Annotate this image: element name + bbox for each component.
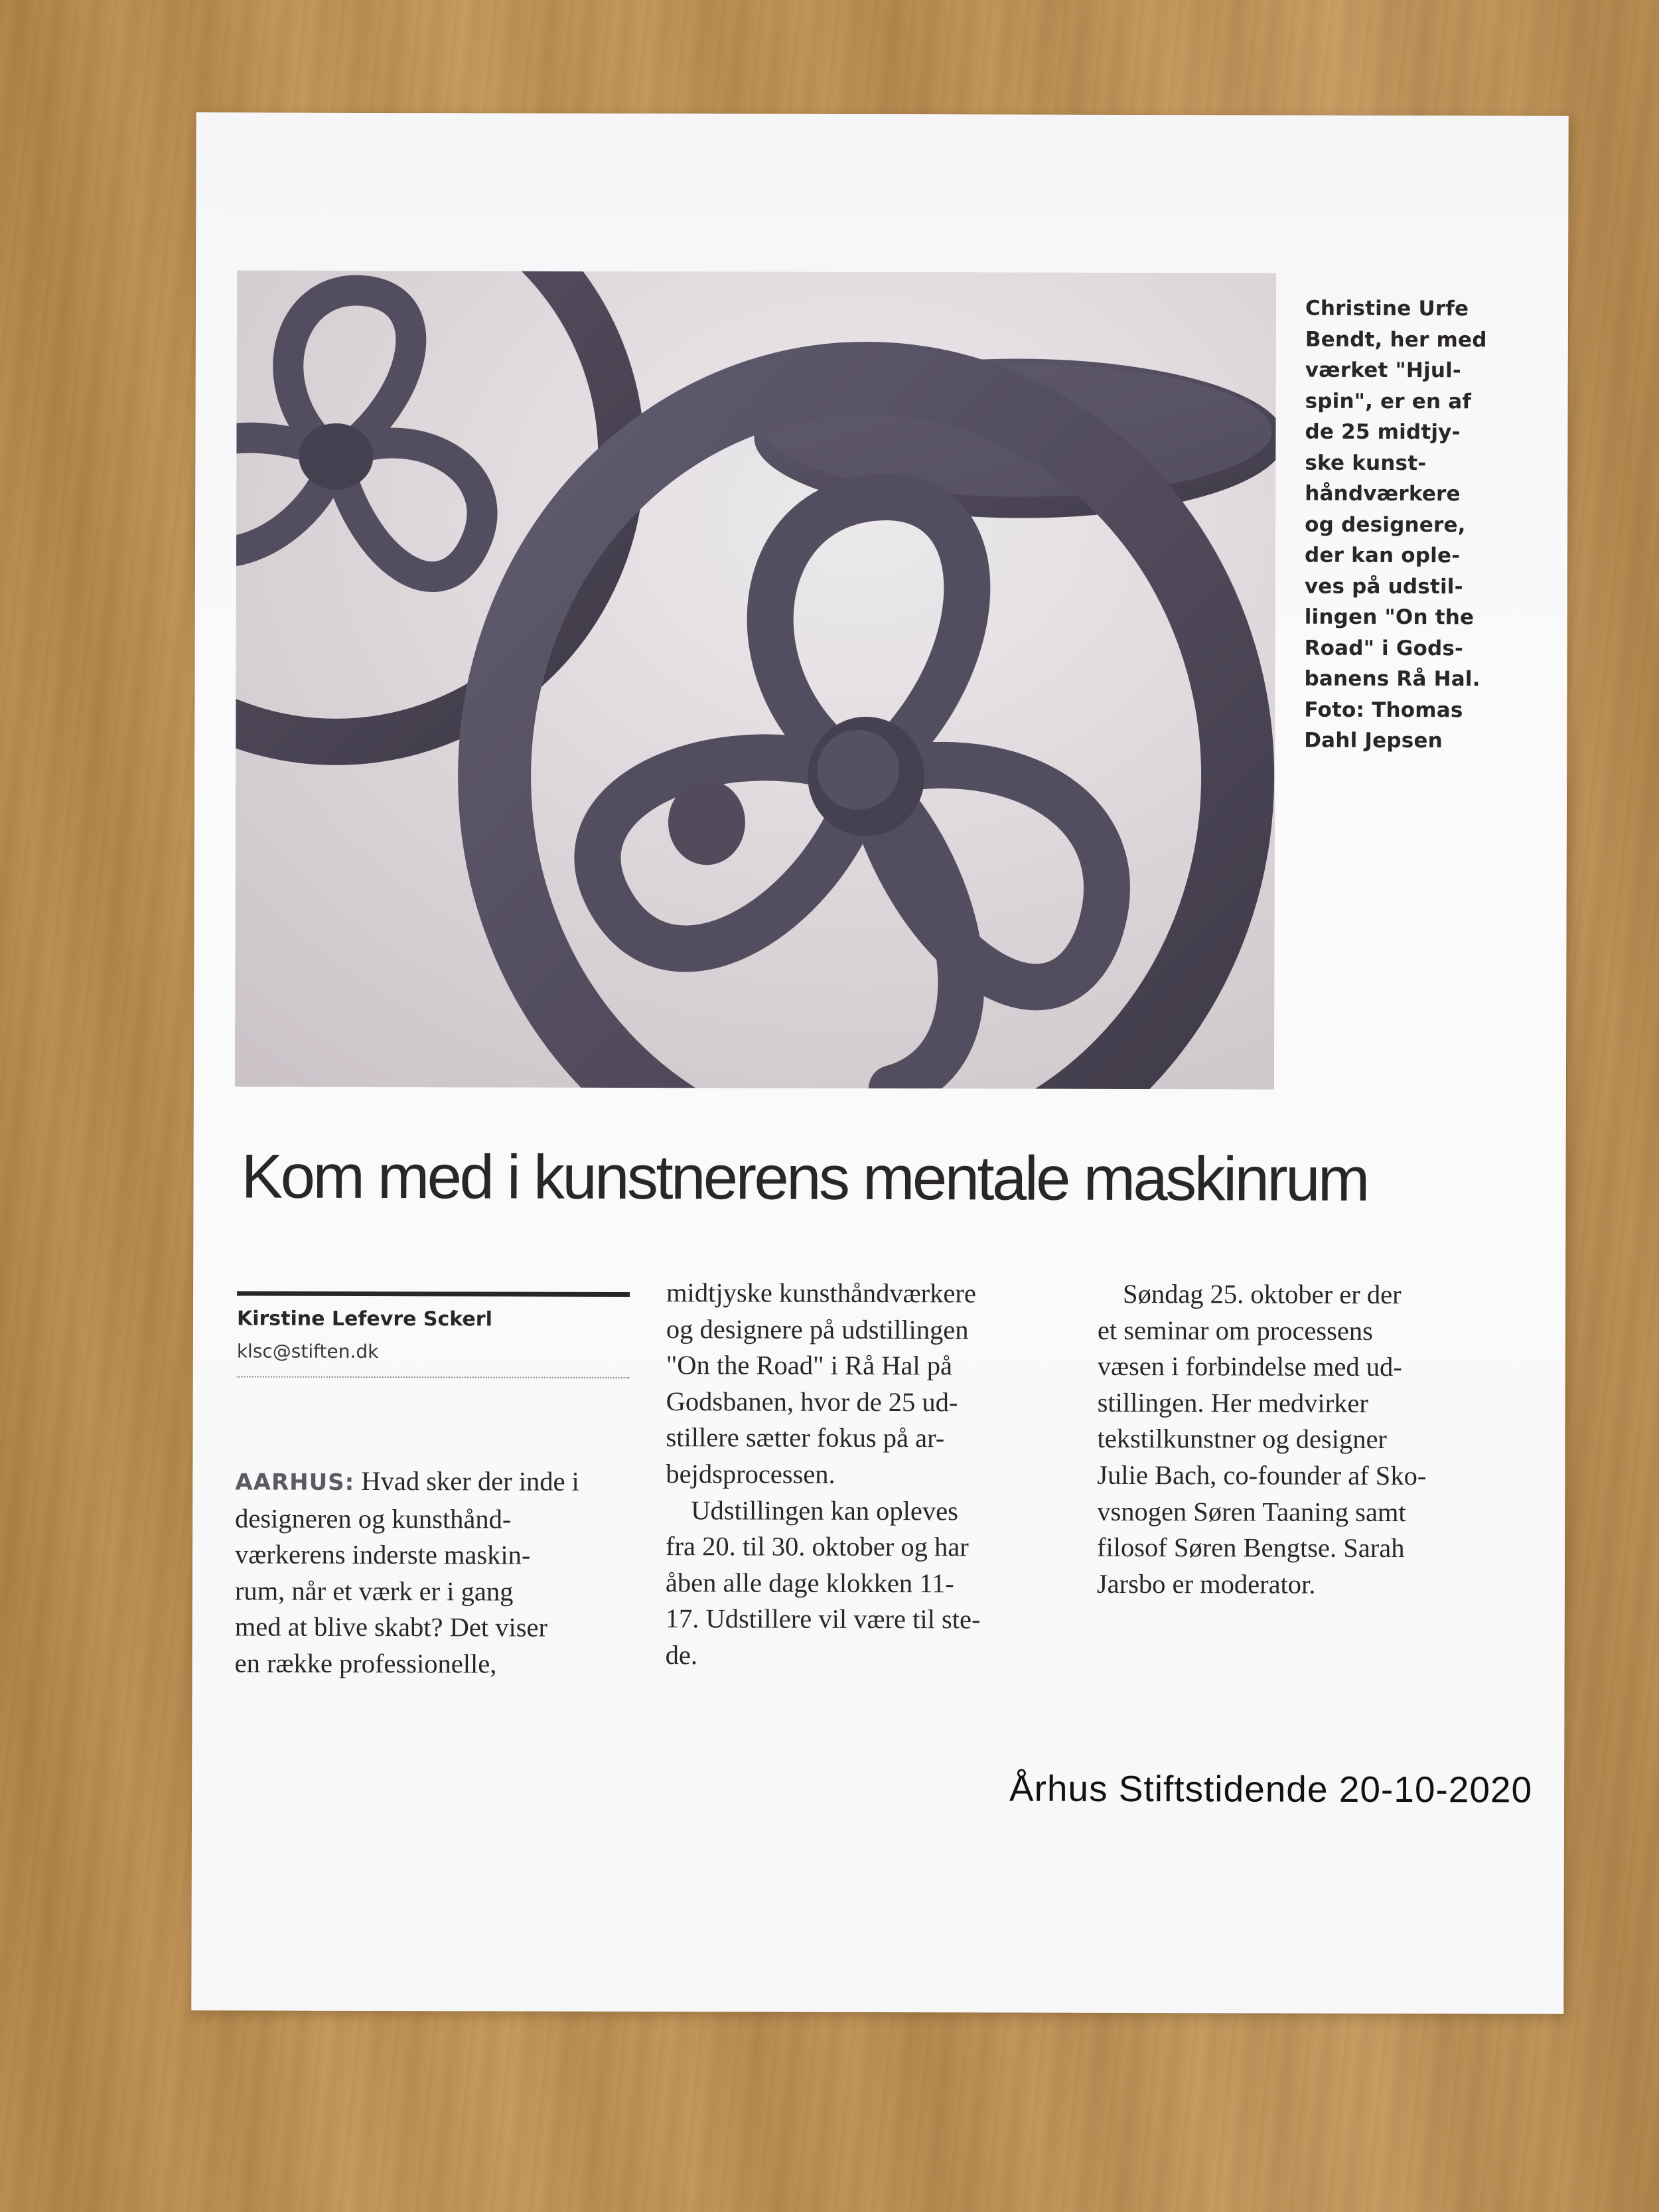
body-line: med at blive skabt? Det viser: [234, 1611, 548, 1643]
caption-line: ves på udstil-: [1304, 574, 1463, 599]
caption-line: og designere,: [1305, 512, 1466, 537]
body-line: designeren og kunsthånd-: [235, 1503, 512, 1534]
newspaper-clipping: [191, 112, 1568, 2014]
caption-line: de 25 midtjy-: [1305, 419, 1461, 445]
body-line: 17. Udstillere vil være til ste-: [665, 1603, 981, 1635]
body-line: tekstilkunstner og designer: [1097, 1424, 1388, 1455]
caption-line: lingen "On the: [1304, 605, 1475, 630]
body-line: stillingen. Her medvirker: [1097, 1387, 1368, 1418]
caption-line: der kan ople-: [1304, 543, 1461, 568]
caption-line: ske kunst-: [1305, 451, 1427, 475]
article-photo: [235, 270, 1276, 1089]
body-line: et seminar om processens: [1097, 1315, 1374, 1346]
body-line: rum, når et værk er i gang: [234, 1576, 514, 1607]
body-line: fra 20. til 30. oktober og har: [666, 1531, 969, 1562]
body-line: Hvad sker der inde i: [354, 1465, 579, 1497]
body-line: åben alle dage klokken 11-: [665, 1567, 954, 1599]
body-line: Søndag 25. oktober er der: [1123, 1278, 1402, 1310]
body-line: "On the Road" i Rå Hal på: [666, 1350, 953, 1381]
caption-line: værket "Hjul-: [1305, 358, 1462, 383]
dateline: AARHUS:: [235, 1469, 355, 1496]
article-headline: Kom med i kunstnerens mentale maskinrum: [241, 1141, 1368, 1214]
body-line: de.: [665, 1640, 698, 1670]
caption-line: Bendt, her med: [1305, 327, 1487, 352]
body-line: Godsbanen, hvor de 25 ud-: [666, 1386, 958, 1418]
byline-divider: [237, 1291, 630, 1297]
body-line: Udstillingen kan opleves: [691, 1495, 958, 1526]
caption-line: Dahl Jepsen: [1304, 728, 1443, 753]
caption-line: håndværkere: [1305, 481, 1461, 506]
caption-line: Christine Urfe: [1305, 296, 1469, 321]
body-line: vsnogen Søren Taaning samt: [1097, 1496, 1406, 1527]
body-line: midtjyske kunsthåndværkere: [666, 1278, 976, 1309]
byline-dotted-divider: [237, 1376, 630, 1378]
body-line: en række professionelle,: [234, 1648, 497, 1679]
body-line: stillere sætter fokus på ar-: [666, 1422, 945, 1453]
caption-line: banens Rå Hal.: [1304, 666, 1480, 692]
body-line: væsen i forbindelse med ud-: [1097, 1351, 1402, 1382]
body-line: filosof Søren Bengtse. Sarah: [1097, 1532, 1405, 1564]
body-line: Julie Bach, co-founder af Sko-: [1097, 1459, 1427, 1491]
body-column-1: [235, 1463, 628, 1682]
author-email[interactable]: klsc@stiften.dk: [236, 1340, 379, 1363]
body-line: værkerens inderste maskin-: [235, 1539, 531, 1570]
body-column-2: [666, 1275, 1060, 1674]
source-date-stamp: Århus Stiftstidende 20-10-2020: [1009, 1767, 1533, 1810]
caption-line: Road" i Gods-: [1304, 636, 1464, 660]
body-column-3: [1097, 1276, 1490, 1603]
caption-line: Foto: Thomas: [1304, 698, 1463, 722]
photo-caption: [1304, 293, 1524, 757]
body-line: Jarsbo er moderator.: [1096, 1568, 1316, 1599]
ceramic-wheels-image: [235, 270, 1276, 1089]
caption-line: spin", er en af: [1305, 389, 1472, 413]
author-name: Kirstine Lefevre Sckerl: [236, 1307, 492, 1331]
body-line: bejdsprocessen.: [666, 1459, 835, 1489]
body-line: og designere på udstillingen: [666, 1313, 969, 1345]
